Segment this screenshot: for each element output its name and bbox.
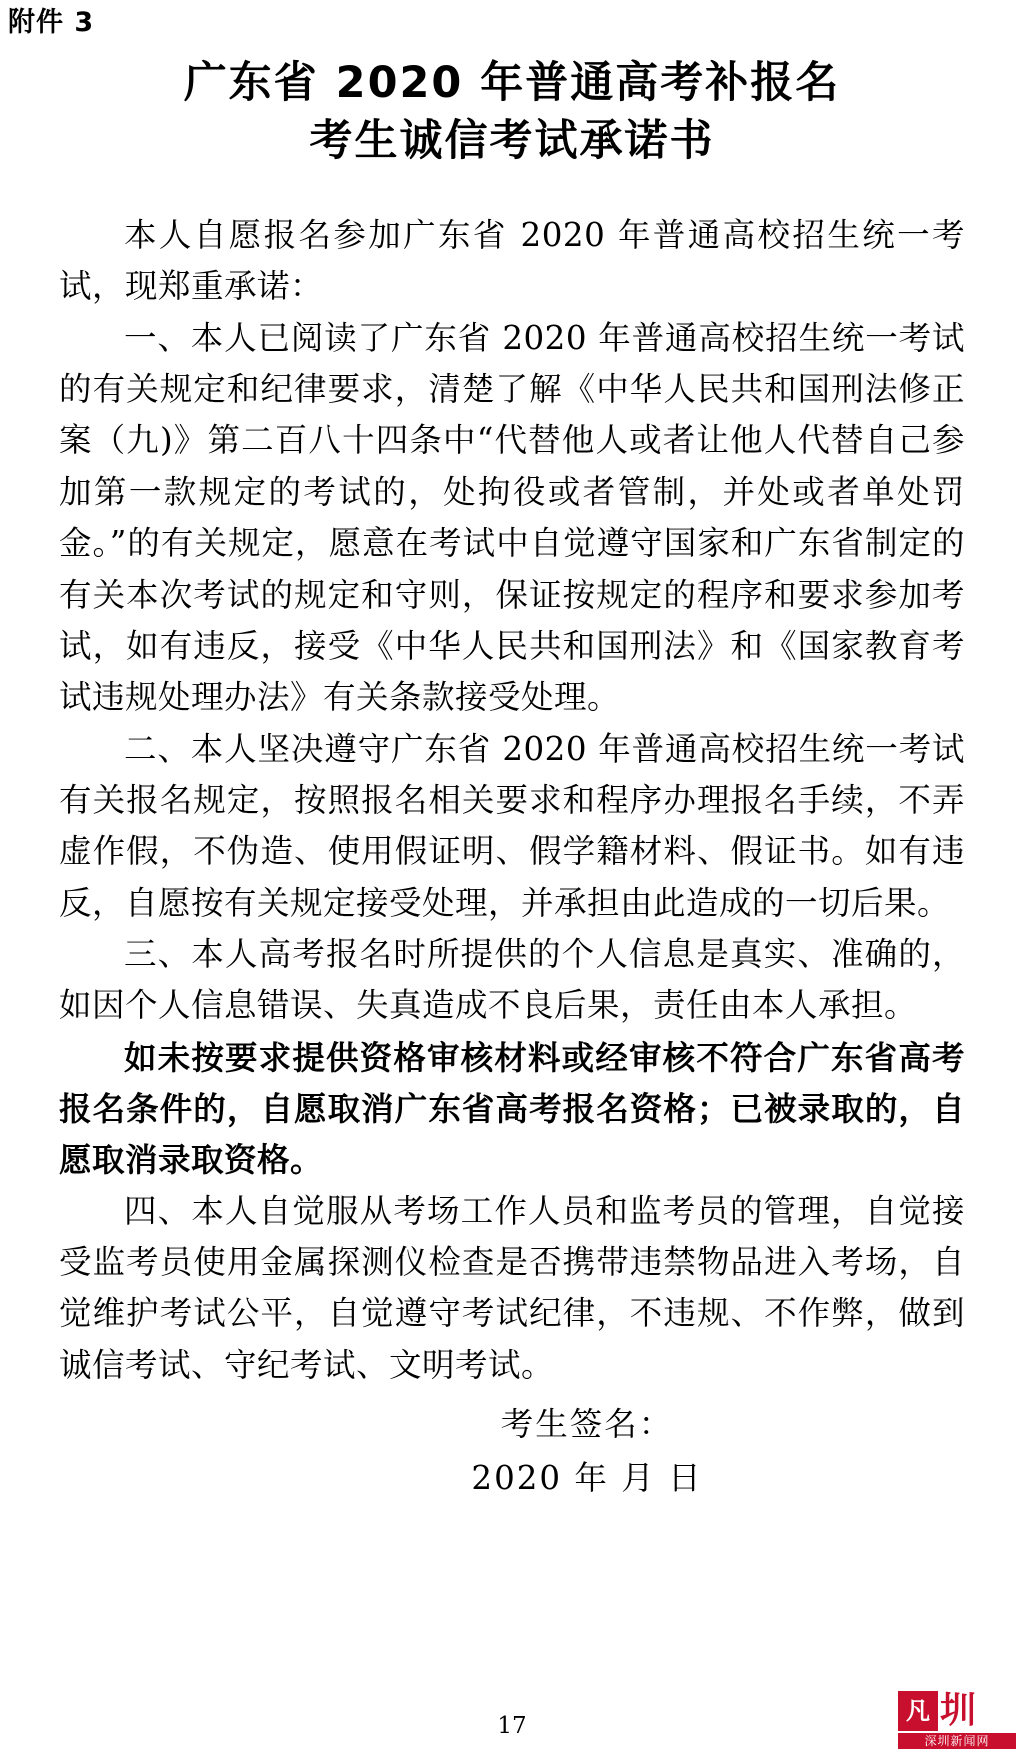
document-body: [59, 170, 965, 1391]
title-line-2: 考生诚信考试承诺书: [309, 116, 715, 167]
watermark-caption: 深圳新闻网: [898, 1733, 1016, 1749]
signature-date-line: 2020 年 月 日: [471, 1458, 703, 1497]
paragraph-item-3: 三、本人高考报名时所提供的个人信息是真实、准确的，如因个人信息错误、失真造成不良后果，责任由本人承担。: [59, 934, 965, 1025]
page-number: 17: [497, 1713, 527, 1739]
paragraph-item-3-emphasis: 如未按要求提供资格审核材料或经审核不符合广东省高考报名条件的，自愿取消广东省高考报名资格；已被录取的，自愿取消录取资格。: [59, 1037, 965, 1180]
watermark-logo: [898, 1691, 976, 1731]
signature-block: [0, 1398, 1024, 1505]
document-title: [0, 0, 1024, 170]
paragraph-item-4: 四、本人自觉服从考场工作人员和监考员的管理，自觉接受监考员使用金属探测仪检查是否携带违禁物品进入考场，自觉维护考试公平，自觉遵守考试纪律，不违规、不作弊，做到诚信考试、守纪考试、文明考试。: [59, 1191, 965, 1384]
attachment-label: 附件 3: [8, 7, 95, 38]
signature-label: 考生签名：: [500, 1405, 674, 1443]
title-line-1: 广东省 2020 年普通高考补报名: [183, 58, 841, 108]
watermark: [898, 1689, 1016, 1749]
watermark-logo-char: 圳: [940, 1690, 977, 1731]
watermark-mark-icon: 凡: [898, 1691, 938, 1731]
paragraph-item-2: 二、本人坚决遵守广东省 2020 年普通高校招生统一考试有关报名规定，按照报名相关要求和程序办理报名手续，不弄虚作假，不伪造、使用假证明、假学籍材料、假证书。如有违反，自愿按有关规定接受处理，并承担由此造成的一切后果。: [59, 729, 965, 922]
paragraph-item-1: 一、本人已阅读了广东省 2020 年普通高校招生统一考试的有关规定和纪律要求，清楚了解《中华人民共和国刑法修正案（九)》第二百八十四条中“代替他人或者让他人代替自己参加第一款规定的考试的，处拘役或者管制，并处或者单处罚金。”的有关规定，愿意在考试中自觉遵守国家和广东省制定的有关本次考试的规定和守则，保证按规定的程序和要求参加考试，如有违反，接受《中华人民共和国刑法》和《国家教育考试违规处理办法》有关条款接受处理。: [59, 318, 965, 717]
paragraph-intro: 本人自愿报名参加广东省 2020 年普通高校招生统一考试，现郑重承诺：: [59, 216, 965, 306]
